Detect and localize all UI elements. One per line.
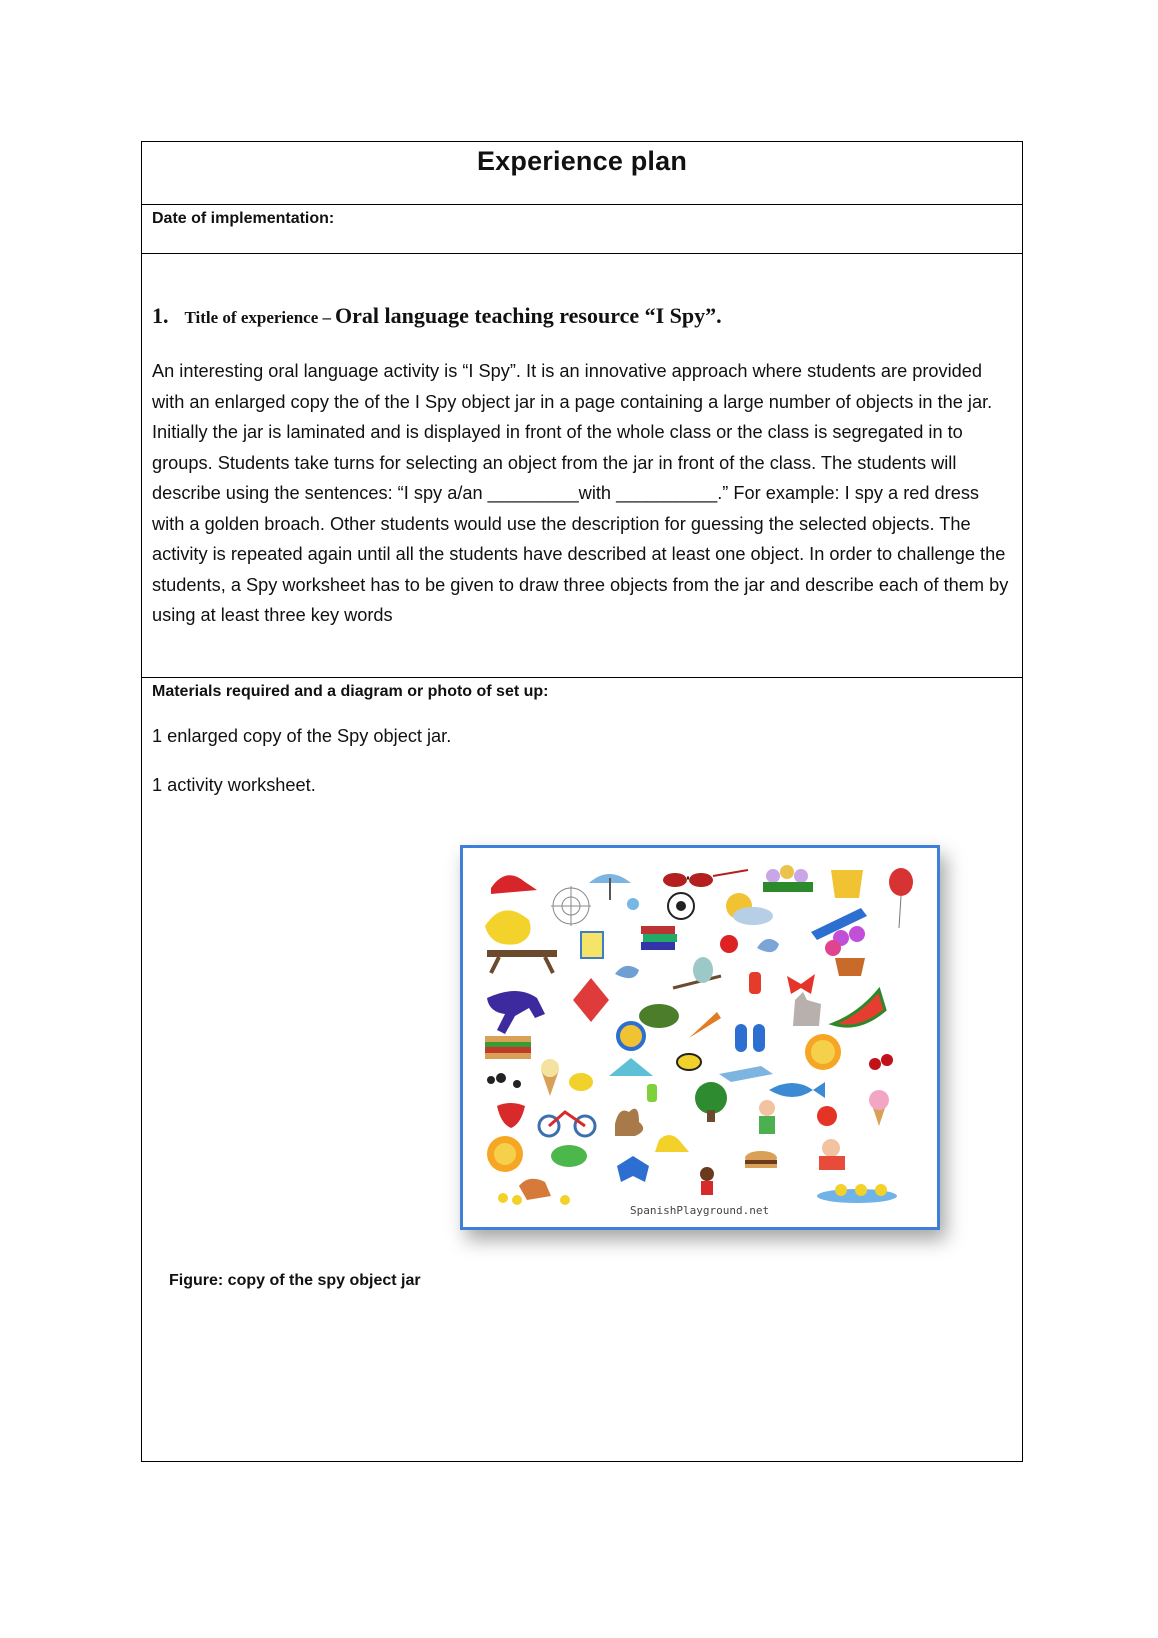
sunglasses-icon [663,870,748,887]
soccer-ball-icon [668,893,694,919]
ants-icon [487,1073,521,1088]
watermelon-icon [833,990,885,1026]
ladybug-icon [720,935,738,953]
child-icon [759,1100,775,1134]
section-number: 1. [152,303,169,328]
butterfly-icon [787,974,815,994]
kite-icon [573,978,609,1022]
balloon-icon [889,868,913,928]
date-row [142,205,1022,254]
rabbit-icon [615,1109,643,1136]
bucket-icon [831,870,863,898]
turtle-icon [639,1004,679,1028]
fish-icon [769,1082,825,1098]
materials-row [142,678,1022,1461]
material-item: 1 enlarged copy of the Spy object jar. [152,726,452,746]
cherries-icon [869,1054,893,1070]
bicycle-icon [539,1112,595,1136]
carrot-icon [689,1012,721,1038]
green-popsicle-icon [647,1084,657,1102]
sun-icon [805,1034,841,1070]
cat-icon [793,992,821,1026]
tomato-icon [817,1106,837,1126]
beach-ball-icon [618,1023,644,1049]
ducks-pond-icon [817,1184,897,1203]
sun-face-icon [487,1136,523,1172]
canary-icon [569,1073,593,1091]
bird-branch-icon [673,957,721,988]
soccer-child-icon [700,1167,714,1195]
spy-object-jar-image [460,845,940,1230]
snail-icon [757,939,779,952]
section-label-prefix: Title of experience – [184,308,332,327]
duck-icon [655,1135,689,1152]
section-1-heading [152,303,722,329]
materials-label: Materials required and a diagram or photo of set up: [152,683,549,700]
page-title: Experience plan [476,146,688,176]
towel-icon [719,1066,773,1082]
section-1-row [142,254,1022,678]
date-label: Date of implementation: [152,210,335,227]
picnic-table-icon [487,950,557,973]
blue-butterfly-icon [617,1156,649,1182]
hen-icon [519,1179,551,1200]
burger-icon [745,1151,777,1168]
small-balloon-icon [627,898,639,910]
strawberry-icon [497,1103,525,1128]
activity-description: An interesting oral language activity is “I Spy”. It is an innovative approach where students are provided with an enlarged copy the of the I Spy object jar in a page containing a large number of objects in the jar. Initially the jar is laminated and is displayed in front of the whole class or the class is segregated in to groups. Students take turns for selecting an object from the jar in front of the class. The students will describe using the sentences: “I spy a/an _________with __________.” For example: I spy a red dress with a golden broach. Other students would use the description for guessing the selected objects. The activity is repeated again until all the students have described at least one object. In order to challenge the students, a Spy worksheet has to be given to draw three objects from the jar and describe each of them by using at least three key words [152,361,1009,625]
horse-icon [487,991,545,1034]
tree-icon [695,1082,727,1122]
books-icon [641,926,677,950]
sandwich-icon [485,1036,531,1059]
flowers-icon [763,865,813,892]
spider-web-icon [551,886,591,926]
drink-icon [581,932,603,958]
flip-flops-icon [735,1024,765,1052]
snail-icon [615,966,639,978]
chick-icon [485,910,531,944]
frog-icon [551,1145,587,1167]
sun-cloud-icon [726,893,773,925]
figure-caption: Figure: copy of the spy object jar [169,1272,421,1289]
bee-icon [677,1054,701,1070]
experience-plan-table [141,141,1023,1462]
flower-pot-icon [825,926,865,976]
objects-illustration [463,848,937,1227]
cap-icon [491,875,537,894]
section-label-title: Oral language teaching resource “I Spy”. [335,303,722,328]
title-row [142,142,1022,205]
popsicle-icon [749,972,761,994]
reading-child-icon [819,1139,845,1170]
image-credit: SpanishPlayground.net [630,1204,770,1217]
tent-icon [609,1058,653,1076]
material-item: 1 activity worksheet. [152,775,316,795]
